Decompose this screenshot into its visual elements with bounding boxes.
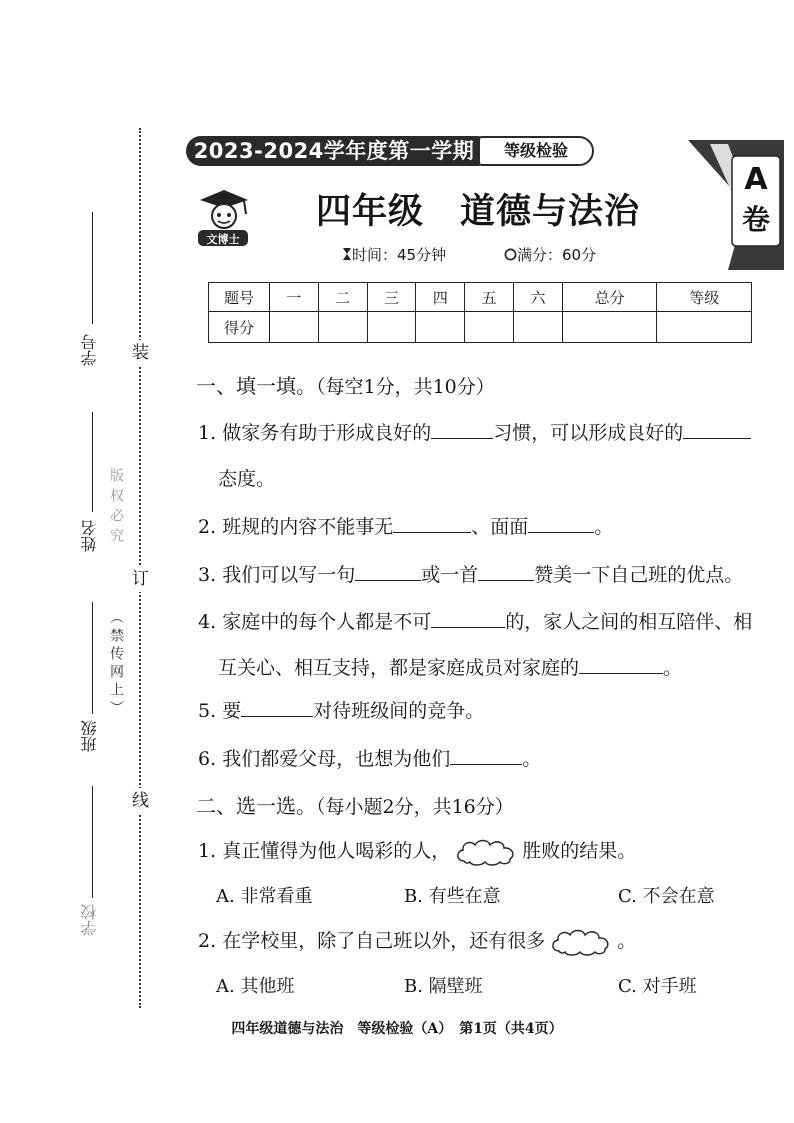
student-id-line[interactable] <box>92 212 93 324</box>
binding-word-ding: 订 <box>132 566 149 592</box>
answer-blank[interactable] <box>478 562 534 581</box>
student-name-line[interactable] <box>92 412 93 512</box>
answer-blank[interactable] <box>241 698 313 717</box>
question-number: 3. <box>198 564 217 586</box>
score-input-cell[interactable] <box>318 312 367 343</box>
question-number: 2. <box>198 930 217 952</box>
circle-icon <box>504 248 517 261</box>
score-input-cell[interactable] <box>657 312 752 343</box>
page-footer: 四年级道德与法治 等级检验（A） 第1页（共4页） <box>231 1021 563 1037</box>
binding-word-xian: 线 <box>132 788 149 814</box>
question-text: 的，家人之间的相互陪伴、相 <box>505 611 753 633</box>
watermark-no-upload: （禁传网上） <box>108 610 124 718</box>
question-number: 1. <box>198 840 217 862</box>
question-text: 对待班级间的竞争。 <box>313 700 485 722</box>
exam-time <box>342 244 446 265</box>
s1-question-1 <box>198 418 751 445</box>
binding-word-zhuang: 装 <box>132 340 149 366</box>
s2-q2-option-a[interactable]: A. 其他班 <box>216 976 295 997</box>
student-name-label: 姓名 <box>80 520 99 552</box>
full-score <box>504 244 596 265</box>
watermark-copyright: 版权必究 <box>108 468 124 548</box>
question-number: 2. <box>198 516 217 538</box>
score-table <box>208 282 752 343</box>
exam-type-tag: 等级检验 <box>478 136 594 166</box>
s1-question-4 <box>198 607 752 634</box>
question-number: 5. <box>198 700 217 722</box>
score-header-cell: 五 <box>465 283 514 312</box>
answer-blank[interactable] <box>528 514 594 533</box>
answer-blank[interactable] <box>431 609 505 628</box>
question-text: 习惯，可以形成良好的 <box>493 422 684 444</box>
volume-letter: A <box>744 162 768 197</box>
school-line[interactable] <box>92 786 93 898</box>
subject-text: 道德与法治 <box>460 191 641 232</box>
section-2-title: 二、选一选。 <box>196 794 316 818</box>
score-input-cell[interactable] <box>367 312 416 343</box>
question-text: 或一首 <box>421 564 479 586</box>
score-header-cell: 题号 <box>209 283 270 312</box>
section-1-note: （每空1分，共10分） <box>316 376 495 398</box>
question-text: 。 <box>522 748 542 770</box>
question-text: 、面面 <box>471 516 529 538</box>
section-1-heading <box>196 370 495 399</box>
score-input-cell[interactable] <box>514 312 563 343</box>
section-2-note: （每小题2分，共16分） <box>316 796 514 818</box>
score-row-label: 得分 <box>209 312 270 343</box>
score-input-cell[interactable] <box>270 312 319 343</box>
question-text: 要 <box>222 700 242 722</box>
s2-q1-option-b[interactable]: B. 有些在意 <box>404 886 501 907</box>
s1-question-6 <box>198 744 541 771</box>
score-header-cell: 二 <box>318 283 367 312</box>
answer-blank[interactable] <box>579 655 663 674</box>
question-text: 赞美一下自己班的优点。 <box>534 564 744 586</box>
question-text: 胜败的结果。 <box>522 840 637 862</box>
s2-q1-option-a[interactable]: A. 非常看重 <box>216 886 313 907</box>
mascot-logo <box>190 186 256 252</box>
question-number: 4. <box>198 611 217 633</box>
full-score-text: 满分：60分 <box>517 246 597 264</box>
grade-text: 四年级 <box>316 191 425 232</box>
term-banner: 2023-2024学年度第一学期 <box>186 136 482 166</box>
answer-blank[interactable] <box>450 746 522 765</box>
score-header-cell: 六 <box>514 283 563 312</box>
s2-q2-option-c[interactable]: C. 对手班 <box>618 976 697 997</box>
score-input-cell[interactable] <box>465 312 514 343</box>
score-table-header-row <box>209 283 752 312</box>
question-text: 在学校里，除了自己班以外，还有很多 <box>222 930 546 952</box>
question-text: 。 <box>663 657 683 679</box>
cloud-answer-icon[interactable] <box>549 927 613 957</box>
answer-blank[interactable] <box>393 514 471 533</box>
score-header-cell: 等级 <box>657 283 752 312</box>
score-input-cell[interactable] <box>416 312 465 343</box>
score-input-cell[interactable] <box>562 312 657 343</box>
question-text: 。 <box>617 930 637 952</box>
question-text: 做家务有助于形成良好的 <box>222 422 432 444</box>
class-label: 班级 <box>80 720 99 752</box>
volume-char: 卷 <box>741 203 770 236</box>
exam-title <box>316 184 640 234</box>
s2-q1-option-c[interactable]: C. 不会在意 <box>618 886 715 907</box>
exam-time-text: 时间：45分钟 <box>352 246 447 264</box>
hourglass-icon <box>342 247 352 261</box>
s1-question-5 <box>198 696 484 723</box>
question-text: 互关心、相互支持，都是家庭成员对家庭的 <box>218 657 580 679</box>
section-2-heading <box>196 790 514 819</box>
question-text: 真正懂得为他人喝彩的人， <box>222 840 451 862</box>
score-header-cell: 一 <box>270 283 319 312</box>
s1-question-1-cont: 态度。 <box>218 468 276 490</box>
class-line[interactable] <box>92 602 93 714</box>
s1-question-2 <box>198 512 613 539</box>
cloud-answer-icon[interactable] <box>454 837 518 867</box>
score-header-cell: 三 <box>367 283 416 312</box>
section-1-title: 一、填一填。 <box>196 374 316 398</box>
s2-q2-option-b[interactable]: B. 隔壁班 <box>404 976 483 997</box>
score-header-cell: 总分 <box>562 283 657 312</box>
answer-blank[interactable] <box>683 420 751 439</box>
mascot-label: 文博士 <box>206 233 240 246</box>
question-text: 我们可以写一句 <box>222 564 356 586</box>
score-table-score-row <box>209 312 752 343</box>
question-text: 。 <box>594 516 614 538</box>
s2-question-1 <box>198 836 636 867</box>
question-number: 6. <box>198 748 217 770</box>
student-id-label: 学号 <box>80 334 99 366</box>
school-label: 学校 <box>80 904 99 936</box>
s2-question-2 <box>198 926 636 957</box>
question-number: 1. <box>198 422 217 444</box>
question-text: 班规的内容不能事无 <box>222 516 394 538</box>
question-text: 家庭中的每个人都是不可 <box>222 611 432 633</box>
answer-blank[interactable] <box>355 562 421 581</box>
volume-badge <box>688 140 784 270</box>
s1-question-3 <box>198 560 743 587</box>
question-text: 我们都爱父母，也想为他们 <box>222 748 451 770</box>
answer-blank[interactable] <box>431 420 493 439</box>
s1-question-4-cont <box>218 653 682 680</box>
score-header-cell: 四 <box>416 283 465 312</box>
